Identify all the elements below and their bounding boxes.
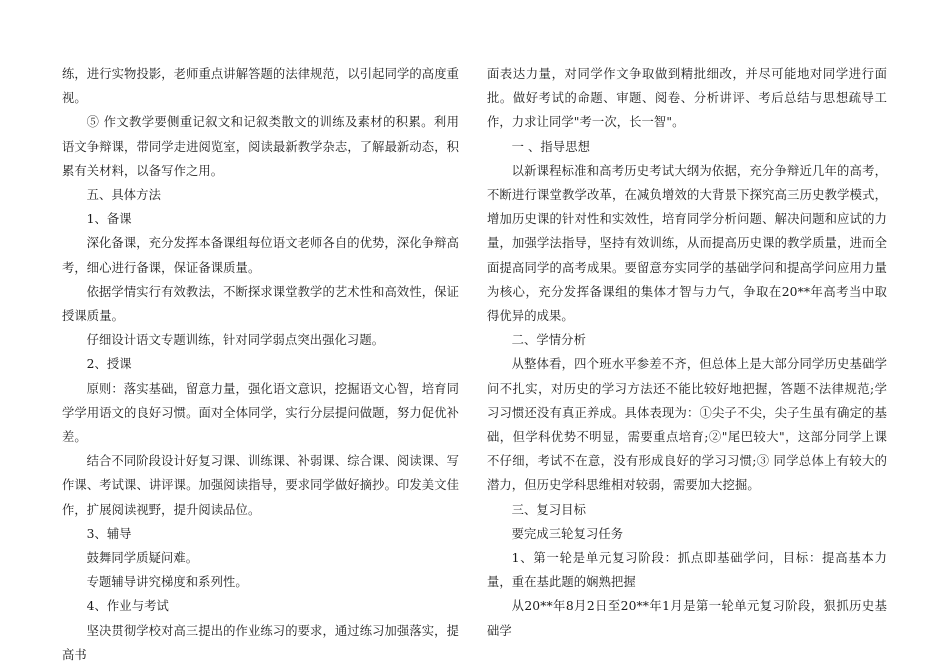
subsection-heading: 4、作业与考试 [86,599,169,614]
paragraph: 深化备课，充分发挥本备课组每位语文老师各自的优势，深化争辩高考，细心进行备课，保证备课质量。 [62,236,459,275]
section-heading: 三、复习目标 [511,502,586,517]
paragraph: 专题辅导讲究梯度和系列性。 [86,575,248,590]
paragraph: 1、第一轮是单元复习阶段：抓点即基础学问，目标：提高基本力量，重在基此题的娴熟把握 [487,551,887,590]
paragraph: 从20**年8月2日至20**年1月是第一轮单元复习阶段，狠抓历史基础学 [487,599,887,638]
paragraph: 以新课程标准和高考历史考试大纲为依据，充分争辩近几年的高考，不断进行课堂教学改革，在减负增效的大背景下探究高三历史教学模式，增加历史课的针对性和实效性，培育同学分析问题、解决问题和应试的力量，加强学法指导，坚持有效训练，从而提高历史课的教学质量，进而全面提高同学的高考成果。要留意夯实同学的基础学问和提高学问应用力量为核心，充分发挥备课组的集体才智与力气，争取在20**年高考当中取得优异的成果。 [487,163,887,324]
subsection-heading: 2、授课 [86,357,132,372]
right-column [487,62,887,643]
paragraph: 坚决贯彻学校对高三提出的作业练习的要求，通过练习加强落实，提高书 [62,623,459,662]
paragraph: 面表达力量，对同学作文争取做到精批细改，并尽可能地对同学进行面批。做好考试的命题、审题、阅卷、分析讲评、考后总结与思想疏导工作，力求让同学"考一次，长一智"。 [487,67,887,130]
paragraph: 依据学情实行有效教法，不断探求课堂教学的艺术性和高效性，保证授课质量。 [62,284,459,324]
paragraph: 结合不同阶段设计好复习课、训练课、补弱课、综合课、阅读课、写作课、考试课、讲评课。加强阅读指导，要求同学做好摘抄。印发美文佳作，扩展阅读视野，提升阅读品位。 [62,454,459,517]
subsection-heading: 3、辅导 [86,526,132,541]
paragraph: 要完成三轮复习任务 [511,526,624,541]
paragraph: 仔细设计语文专题训练，针对同学弱点突出强化习题。 [86,333,385,348]
section-heading: 一 、指导思想 [511,139,590,154]
subsection-heading: 1、备课 [86,212,132,227]
paragraph: 练，进行实物投影，老师重点讲解答题的法律规范，以引起同学的高度重视。 [62,67,459,106]
left-column [62,62,459,667]
paragraph: 原则：落实基础，留意力量，强化语文意识，挖掘语文心智，培育同学学用语文的良好习惯。面对全体同学，实行分层提问做题，努力促优补差。 [62,381,459,445]
paragraph: 鼓舞同学质疑问难。 [86,551,199,566]
section-heading: 五、具体方法 [86,188,161,203]
paragraph: ⑤ 作文教学要侧重记叙文和记叙类散文的训练及素材的积累。利用语文争辩课，带同学走进阅览室，阅读最新教学杂志，了解最新动态，积累有关材料，以备写作之用。 [62,115,459,178]
section-heading: 二、学情分析 [511,333,586,348]
paragraph: 从整体看，四个班水平参差不齐，但总体上是大部分同学历史基础学问不扎实，对历史的学习方法还不能比较好地把握，答题不法律规范;学习习惯还没有真正养成。具体表现为：①尖子不尖，尖子生虽有确定的基础，但学科优势不明显，需要重点培育;②"尾巴较大"，这部分同学上课不仔细，考试不在意，没有形成良好的学习习惯;③ 同学总体上有较大的潜力，但历史学科思维相对较弱，需要加大挖掘。 [487,357,887,493]
